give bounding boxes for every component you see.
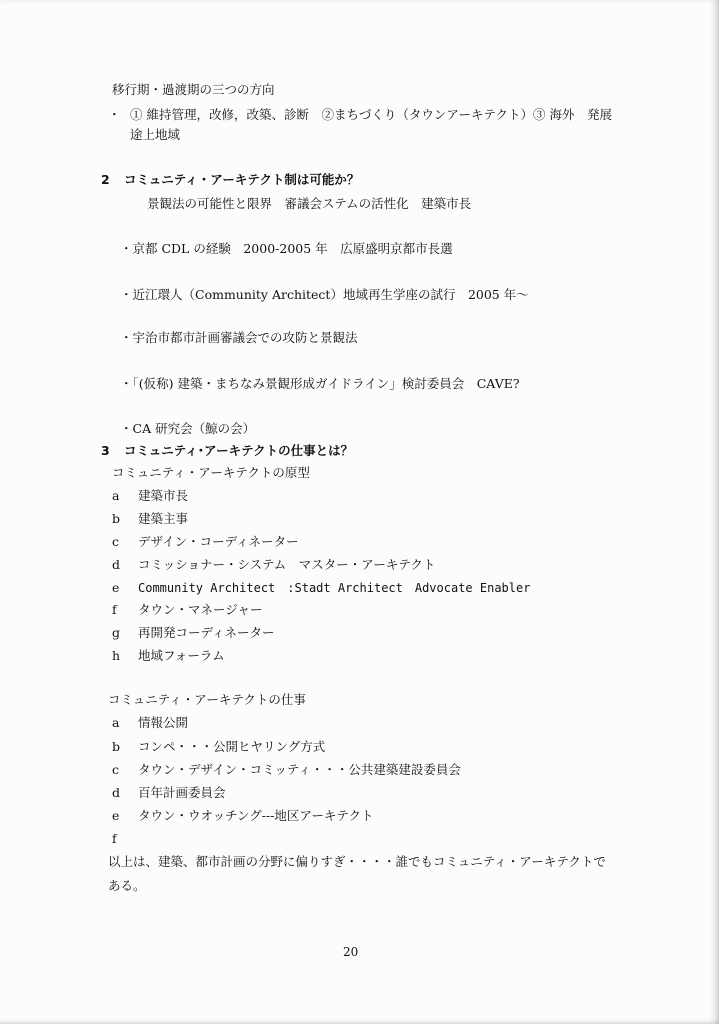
item-text: 情報公開 <box>138 715 189 730</box>
section2-item: ・近江環人（Community Architect）地域再生学座の試行 2005 年～ <box>120 287 529 302</box>
item-text: 百年計画委員会 <box>138 785 226 800</box>
item-letter: d <box>112 557 121 572</box>
item-letter: f <box>112 602 117 617</box>
item-text: 建築市長 <box>138 488 189 503</box>
section2-subtitle: 景観法の可能性と限界 審議会ステムの活性化 建築市長 <box>147 196 472 211</box>
transition-bullet: ・ <box>108 107 121 122</box>
prototype-item <box>112 534 299 550</box>
section2-item: ・宇治市都市計画審議会での攻防と景観法 <box>120 330 358 345</box>
item-letter: d <box>112 785 121 800</box>
work-heading: コミュニティ・アーキテクトの仕事 <box>108 692 306 707</box>
section3-title: コミュニティ･アーキテクトの仕事とは？ <box>124 443 354 458</box>
item-text: 建築主事 <box>138 511 189 526</box>
prototype-item <box>112 602 263 618</box>
transition-heading: 移行期・過渡期の三つの方向 <box>112 82 275 97</box>
item-letter: g <box>112 625 121 640</box>
prototype-item <box>112 625 275 641</box>
section3-number: 3 <box>101 443 110 458</box>
work-item <box>112 739 325 755</box>
item-letter: b <box>112 739 121 754</box>
prototype-item <box>112 488 188 504</box>
item-letter: b <box>112 511 121 526</box>
item-letter: a <box>112 715 120 730</box>
transition-directions-line1: ① 維持管理，改修，改築、診断 ②まちづくり（タウンアーキテクト）③ 海外 発展 <box>130 107 612 122</box>
item-letter: e <box>112 808 120 823</box>
item-text: Community Architect :Stadt Architect Advocate Enabler <box>138 581 531 595</box>
prototype-heading: コミュニティ・アーキテクトの原型 <box>112 465 310 480</box>
work-item <box>112 715 188 731</box>
work-item <box>112 808 374 824</box>
section2-number: 2 <box>101 172 110 187</box>
section2-item: ・京都 CDL の経験 2000-2005 年 広原盛明京都市長選 <box>120 241 453 256</box>
item-text: タウン・デザイン・コミッティ・・・公共建築建設委員会 <box>138 762 461 777</box>
item-text: コミッショナー・システム マスター・アーキテクト <box>138 557 436 572</box>
work-item <box>112 831 138 847</box>
section2-item: ・「(仮称) 建築・まちなみ景観形成ガイドライン」検討委員会 CAVE? <box>120 376 520 391</box>
item-letter: f <box>112 831 117 846</box>
section2-title: コミュニティ・アーキテクト制は可能か？ <box>124 172 360 187</box>
work-item <box>112 785 226 801</box>
item-letter: e <box>112 580 120 595</box>
prototype-item <box>112 511 188 527</box>
item-text: タウン・マネージャー <box>138 602 263 617</box>
item-letter: a <box>112 488 120 503</box>
item-text: デザイン・コーディネーター <box>138 534 299 549</box>
item-letter: h <box>112 648 121 663</box>
item-text: 地域フォーラム <box>138 648 225 663</box>
conclusion-line2: ある。 <box>108 878 146 893</box>
work-item <box>112 762 461 778</box>
item-text: タウン・ウオッチング---地区アーキテクト <box>138 808 374 823</box>
prototype-item <box>112 648 225 664</box>
item-letter: c <box>112 762 120 777</box>
prototype-item <box>112 557 435 573</box>
item-text: コンペ・・・公開ヒヤリング方式 <box>138 739 326 754</box>
prototype-item <box>112 580 530 596</box>
item-text: 再開発コーディネーター <box>138 625 275 640</box>
section2-item: ・CA 研究会（鯨の会） <box>120 421 256 436</box>
page-number: 20 <box>343 945 359 959</box>
item-letter: c <box>112 534 120 549</box>
conclusion-line1: 以上は、建築、都市計画の分野に偏りすぎ・・・・誰でもコミュニティ・アーキテクトで <box>108 854 606 869</box>
transition-directions-line2: 途上地域 <box>130 127 181 142</box>
